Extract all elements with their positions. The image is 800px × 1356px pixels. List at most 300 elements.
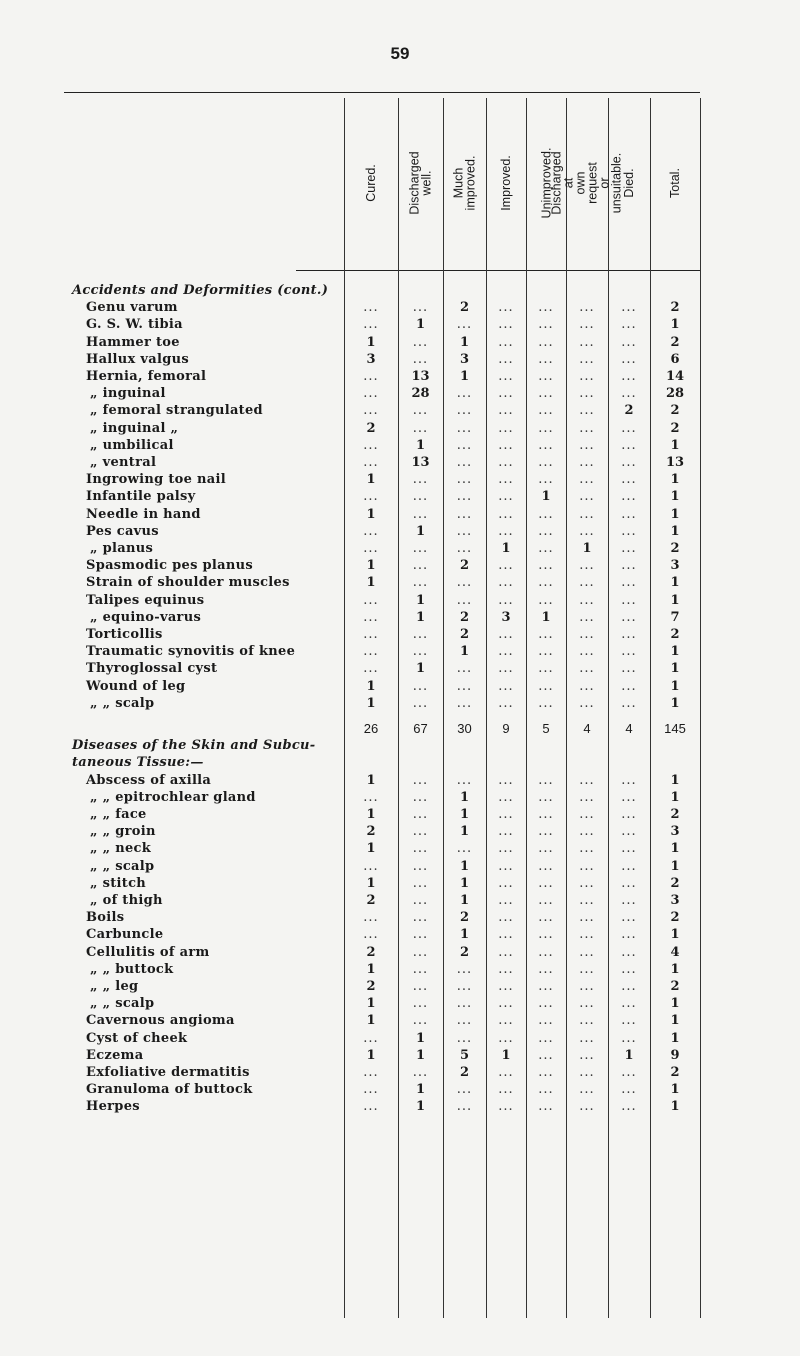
table-row [0, 368, 800, 385]
table-cell: ... [412, 695, 429, 711]
table-cell: ... [621, 541, 637, 556]
table-cell: ... [363, 592, 379, 608]
row-label [86, 944, 210, 961]
table-cell: 28 [665, 386, 685, 402]
row-label-text: Torticollis [86, 627, 163, 642]
table-row [0, 351, 800, 368]
table-cell: ... [363, 910, 379, 926]
table-cell: ... [579, 575, 595, 591]
table-cell: 2 [670, 627, 680, 642]
table-cell: ... [498, 300, 514, 316]
table-row [0, 1030, 800, 1047]
table-cell: 2 [670, 403, 680, 419]
table-cell: ... [363, 1065, 379, 1080]
column-header [443, 98, 486, 268]
column-header [344, 98, 398, 268]
table-cell: ... [538, 979, 554, 994]
row-label-text: „ „ epitrochlear gland [90, 789, 256, 805]
table-cell: ... [412, 558, 429, 574]
table-cell: 3 [670, 558, 680, 574]
table-row [0, 574, 800, 591]
table-cell: ... [579, 472, 595, 488]
table-cell: ... [538, 351, 554, 367]
section-title-row [0, 754, 800, 771]
table-cell: ... [621, 627, 637, 642]
table-cell: 28 [411, 386, 430, 402]
table-cell: ... [412, 334, 429, 350]
table-cell: ... [412, 472, 429, 488]
table-cell: ... [456, 1030, 473, 1046]
row-label [86, 471, 226, 488]
total-cell: 30 [457, 721, 472, 736]
table-cell: ... [456, 695, 473, 711]
table-cell: 2 [624, 403, 634, 419]
table-cell: 1 [366, 875, 376, 891]
row-label [86, 678, 185, 695]
table-cell: ... [412, 541, 429, 556]
table-cell: ... [579, 1013, 595, 1029]
row-label [90, 695, 154, 712]
table-cell: ... [621, 455, 637, 470]
table-cell: ... [538, 420, 554, 436]
table-cell: ... [498, 772, 514, 788]
table-cell: ... [363, 858, 379, 874]
table-cell: ... [538, 927, 554, 943]
row-label-text: „ „ leg [90, 979, 139, 994]
table-cell: ... [498, 979, 514, 994]
table-cell: ... [498, 927, 514, 943]
row-label [90, 806, 147, 823]
column-header [608, 98, 650, 268]
row-label-text: Talipes equinus [86, 592, 205, 608]
table-cell: ... [456, 1082, 473, 1098]
table-cell: ... [538, 575, 554, 591]
row-label-text: Cavernous angioma [86, 1013, 235, 1029]
table-cell: ... [621, 506, 637, 522]
table-cell: ... [456, 661, 473, 677]
table-cell: ... [579, 455, 595, 470]
table-cell: ... [621, 609, 637, 625]
table-row [0, 506, 800, 523]
table-cell: ... [456, 455, 473, 470]
table-cell: ... [621, 420, 637, 436]
row-label [86, 772, 211, 789]
table-cell: ... [456, 996, 473, 1012]
table-cell: 2 [366, 944, 376, 960]
table-cell: ... [621, 523, 637, 539]
column-header-label: Much improved. [451, 155, 478, 211]
table-row [0, 334, 800, 351]
table-cell: ... [498, 893, 514, 908]
table-cell: ... [579, 386, 595, 402]
table-cell: ... [538, 506, 554, 522]
table-cell: 2 [670, 1065, 680, 1080]
table-cell: ... [412, 506, 429, 522]
section-title-row [0, 282, 800, 299]
table-cell: ... [412, 910, 429, 926]
table-cell: 3 [366, 351, 376, 367]
table-cell: ... [579, 661, 595, 677]
table-cell: ... [456, 472, 473, 488]
table-cell: 1 [670, 996, 680, 1012]
table-cell: ... [498, 627, 514, 642]
table-row [0, 609, 800, 626]
table-cell: 2 [670, 910, 680, 926]
table-cell: ... [579, 627, 595, 642]
table-cell: ... [621, 489, 637, 505]
table-cell: ... [456, 979, 473, 994]
table-cell: ... [579, 420, 595, 436]
table-cell: ... [621, 910, 637, 926]
table-cell: ... [621, 695, 637, 711]
table-cell: 1 [670, 317, 680, 333]
table-cell: 1 [670, 592, 680, 608]
table-cell: ... [538, 644, 554, 660]
column-header-label: Discharged at own request or unsuitable. [550, 151, 625, 215]
table-cell: ... [538, 695, 554, 711]
table-cell: ... [498, 1082, 514, 1098]
table-cell: ... [498, 506, 514, 522]
table-cell: 2 [459, 300, 470, 316]
row-label-text: Thyroglossal cyst [86, 661, 218, 677]
row-label-text: „ of thigh [90, 893, 163, 908]
row-label [90, 858, 154, 875]
table-cell: ... [621, 996, 637, 1012]
table-cell: ... [498, 558, 514, 574]
table-cell: ... [498, 317, 514, 333]
table-cell: ... [621, 369, 637, 384]
table-row [0, 643, 800, 660]
row-label [90, 789, 256, 806]
table-cell: ... [456, 403, 473, 419]
table-cell: ... [363, 300, 379, 316]
table-cell: 2 [670, 420, 680, 436]
table-cell: ... [579, 437, 595, 453]
table-cell: ... [412, 824, 429, 840]
table-cell: ... [621, 944, 637, 960]
table-row [0, 823, 800, 840]
table-cell: ... [538, 1030, 554, 1046]
table-cell: ... [498, 334, 514, 350]
row-label-text: „ „ scalp [90, 695, 155, 711]
table-cell: 1 [501, 541, 511, 556]
row-label-text: Genu varum [86, 300, 178, 316]
row-label [86, 643, 295, 660]
table-cell: ... [412, 893, 429, 908]
row-label [90, 420, 178, 437]
table-row [0, 789, 800, 806]
table-cell: ... [621, 1099, 637, 1115]
table-cell: ... [538, 369, 554, 384]
table-cell: ... [621, 979, 637, 994]
table-cell: 1 [459, 369, 470, 384]
table-cell: ... [538, 789, 554, 805]
table-cell: ... [538, 824, 554, 840]
row-label-text: Hallux valgus [86, 351, 189, 367]
table-cell: ... [363, 386, 379, 402]
table-cell: 1 [459, 824, 470, 840]
table-cell: ... [621, 317, 637, 333]
table-cell: 1 [366, 575, 376, 591]
table-cell: ... [579, 489, 595, 505]
section-title-row [0, 737, 800, 754]
table-cell: ... [498, 944, 514, 960]
table-cell: ... [579, 1030, 595, 1046]
table-cell: ... [498, 875, 514, 891]
table-cell: ... [456, 317, 473, 333]
table-cell: 2 [366, 420, 376, 436]
column-header-label: Cured. [364, 164, 378, 202]
table-cell: ... [412, 858, 429, 874]
table-cell: ... [621, 661, 637, 677]
table-cell: 1 [670, 506, 680, 522]
row-label-text: G. S. W. tibia [86, 317, 183, 333]
table-cell: ... [621, 807, 637, 822]
table-cell: 7 [670, 609, 680, 625]
row-label-text: Ingrowing toe nail [86, 472, 226, 488]
table-cell: ... [538, 875, 554, 891]
row-label-text: „ femoral strangulated [90, 403, 263, 419]
table-cell: ... [363, 661, 379, 677]
table-cell: 1 [670, 523, 680, 539]
table-cell: 1 [415, 592, 426, 608]
row-label [90, 402, 263, 419]
table-cell: 1 [459, 807, 470, 822]
total-cell: 67 [413, 721, 428, 736]
table-cell: ... [363, 437, 379, 453]
column-header [486, 98, 526, 268]
row-label [90, 892, 163, 909]
table-cell: ... [579, 300, 595, 316]
row-label [86, 334, 180, 351]
table-cell: 1 [366, 961, 376, 977]
table-cell: ... [412, 927, 429, 943]
table-cell: ... [621, 300, 637, 316]
table-row [0, 420, 800, 437]
table-cell: 1 [366, 678, 376, 694]
table-cell: ... [538, 541, 554, 556]
table-cell: 1 [366, 334, 376, 350]
table-cell: 1 [670, 1082, 680, 1098]
row-label-text: Cyst of cheek [86, 1030, 188, 1046]
table-top-rule [64, 92, 700, 93]
table-cell: 13 [411, 455, 430, 470]
table-cell: ... [456, 506, 473, 522]
table-cell: ... [621, 678, 637, 694]
table-cell: ... [456, 841, 473, 857]
table-cell: 1 [366, 472, 376, 488]
table-cell: ... [412, 944, 429, 960]
table-cell: ... [498, 403, 514, 419]
table-cell: ... [621, 1013, 637, 1029]
table-cell: ... [456, 523, 473, 539]
row-label-text: „ „ face [90, 807, 147, 822]
row-label [90, 840, 151, 857]
table-cell: 1 [670, 927, 680, 943]
row-label-text: „ „ buttock [90, 961, 174, 977]
table-cell: 1 [670, 661, 680, 677]
table-cell: ... [412, 351, 429, 367]
table-cell: 1 [670, 695, 680, 711]
table-cell: 1 [541, 609, 551, 625]
table-cell: ... [498, 1030, 514, 1046]
section-title: Accidents and Deformities (cont.) [72, 283, 329, 298]
row-label [86, 557, 253, 574]
table-cell: ... [412, 807, 429, 822]
table-cell: ... [538, 627, 554, 642]
row-label [86, 626, 163, 643]
table-cell: ... [412, 961, 429, 977]
table-cell: 1 [670, 437, 680, 453]
table-cell: ... [498, 644, 514, 660]
row-label [86, 351, 189, 368]
table-cell: ... [498, 455, 514, 470]
table-cell: ... [621, 875, 637, 891]
row-label [86, 574, 290, 591]
table-cell: ... [412, 875, 429, 891]
table-cell: 1 [366, 695, 376, 711]
row-label [90, 823, 156, 840]
table-cell: ... [538, 961, 554, 977]
table-cell: 2 [459, 627, 470, 642]
table-cell: 1 [582, 541, 592, 556]
table-cell: ... [621, 386, 637, 402]
table-cell: ... [456, 541, 473, 556]
table-cell: ... [538, 437, 554, 453]
table-row [0, 437, 800, 454]
table-cell: ... [498, 910, 514, 926]
table-cell: ... [412, 627, 429, 642]
table-cell: ... [538, 678, 554, 694]
table-cell: 1 [366, 807, 376, 822]
table-cell: ... [621, 772, 637, 788]
table-row [0, 385, 800, 402]
table-cell: ... [363, 789, 379, 805]
table-cell: 2 [670, 875, 680, 891]
row-label [90, 961, 173, 978]
table-cell: ... [456, 575, 473, 591]
table-cell: 1 [366, 772, 376, 788]
row-label-text: Needle in hand [86, 506, 201, 522]
table-cell: ... [579, 334, 595, 350]
table-cell: ... [498, 824, 514, 840]
table-cell: ... [538, 386, 554, 402]
table-cell: ... [363, 369, 379, 384]
table-cell: 1 [366, 1013, 376, 1029]
table-cell: ... [579, 893, 595, 908]
table-cell: 1 [624, 1047, 634, 1063]
total-cell: 26 [363, 721, 379, 736]
row-label-text: Abscess of axilla [86, 772, 212, 788]
table-cell: ... [538, 300, 554, 316]
table-cell: ... [538, 661, 554, 677]
table-cell: ... [456, 420, 473, 436]
row-label-text: Traumatic synovitis of knee [86, 644, 296, 660]
table-row [0, 626, 800, 643]
table-cell: 13 [411, 369, 430, 384]
table-row [0, 978, 800, 995]
table-cell: 2 [459, 910, 470, 926]
total-cell: 4 [625, 721, 633, 736]
table-cell: 1 [670, 772, 680, 788]
row-label-text: Boils [86, 910, 125, 926]
row-label [86, 926, 163, 943]
table-row [0, 1098, 800, 1115]
table-cell: 1 [670, 1099, 680, 1115]
table-cell: ... [363, 455, 379, 470]
table-cell: ... [538, 472, 554, 488]
table-row [0, 660, 800, 677]
table-cell: 1 [415, 317, 426, 333]
row-label-text: „ umbilical [90, 437, 174, 453]
table-cell: 2 [670, 334, 680, 350]
table-cell: ... [412, 403, 429, 419]
table-cell: ... [579, 772, 595, 788]
table-cell: ... [621, 592, 637, 608]
row-label [86, 506, 201, 523]
table-cell: ... [579, 644, 595, 660]
table-row [0, 299, 800, 316]
table-row [0, 454, 800, 471]
table-cell: ... [538, 944, 554, 960]
table-cell: ... [363, 403, 379, 419]
table-cell: ... [579, 592, 595, 608]
table-cell: ... [579, 369, 595, 384]
page-number: 59 [390, 44, 410, 63]
row-label [86, 592, 204, 609]
table-cell: ... [412, 1065, 429, 1080]
table-cell: 1 [366, 1047, 376, 1063]
totals-row [0, 720, 800, 737]
table-cell: ... [621, 927, 637, 943]
table-cell: ... [579, 317, 595, 333]
table-cell: ... [363, 317, 379, 333]
table-cell: 9 [670, 1047, 680, 1063]
table-row [0, 926, 800, 943]
row-label-text: Spasmodic pes planus [86, 558, 253, 574]
row-label [90, 454, 156, 471]
table-cell: ... [412, 300, 429, 316]
table-row [0, 1081, 800, 1098]
table-cell: 2 [366, 824, 376, 840]
table-row [0, 557, 800, 574]
table-cell: 1 [366, 841, 376, 857]
table-cell: 2 [459, 609, 470, 625]
row-label [86, 1064, 250, 1081]
row-label-text: „ planus [90, 541, 154, 556]
row-label-text: „ „ scalp [90, 858, 155, 874]
row-label-text: „ stitch [90, 875, 147, 891]
table-row [0, 523, 800, 540]
row-label [86, 299, 178, 316]
table-cell: ... [498, 996, 514, 1012]
table-cell: ... [412, 979, 429, 994]
header-bottom-rule [296, 270, 700, 271]
row-label [86, 316, 183, 333]
row-label-text: „ „ groin [90, 824, 156, 840]
total-cell: 5 [542, 721, 550, 736]
table-cell: ... [579, 678, 595, 694]
row-label-text: „ ventral [90, 455, 157, 470]
table-cell: 1 [670, 489, 680, 505]
table-cell: ... [498, 472, 514, 488]
table-cell: 1 [459, 893, 470, 908]
table-cell: ... [363, 1030, 379, 1046]
table-cell: ... [579, 1099, 595, 1115]
table-cell: ... [579, 961, 595, 977]
table-cell: ... [363, 523, 379, 539]
row-label-text: Pes cavus [86, 523, 159, 539]
